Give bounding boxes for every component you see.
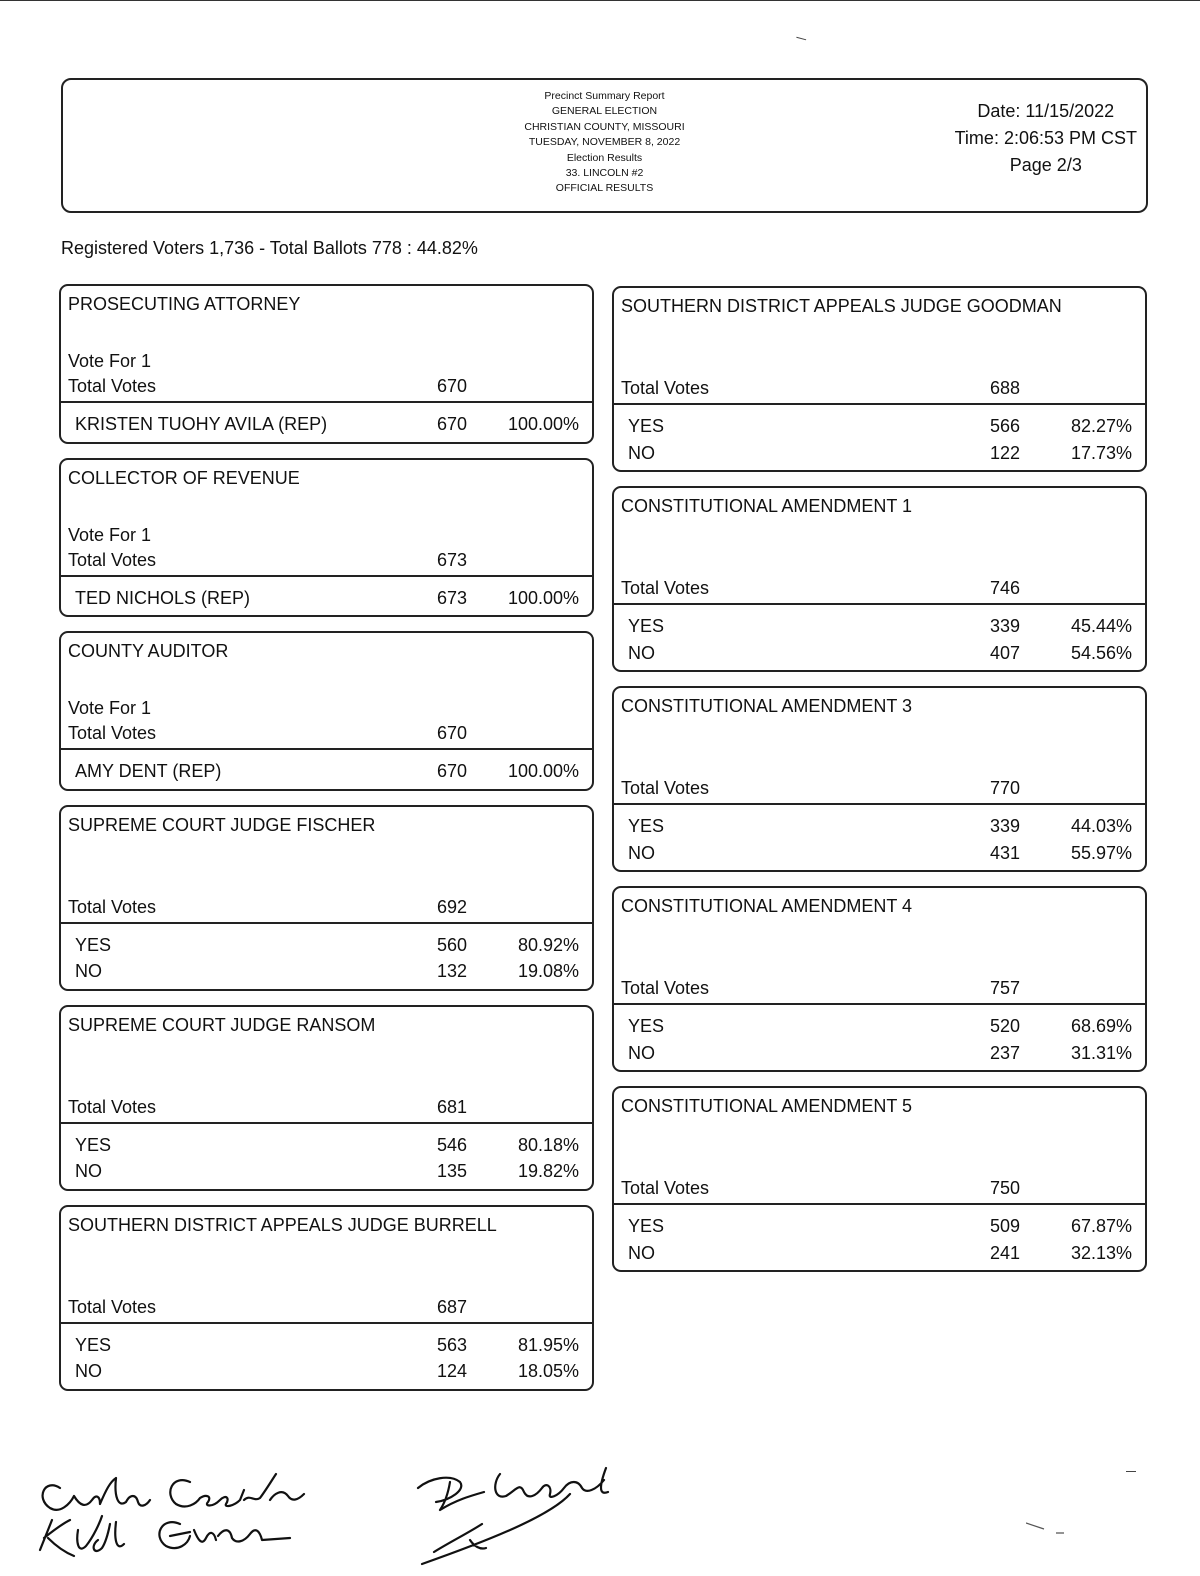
choice-row bbox=[614, 613, 1145, 640]
total-votes-value: 757 bbox=[989, 978, 1020, 998]
total-votes-value: 750 bbox=[989, 1178, 1020, 1198]
header-line: Precinct Summary Report bbox=[544, 90, 665, 102]
total-votes-row bbox=[614, 576, 1145, 605]
choice-votes: 560 bbox=[436, 934, 467, 955]
choice-list bbox=[61, 577, 592, 616]
total-votes-value: 687 bbox=[436, 1296, 467, 1317]
race-spacer bbox=[61, 1270, 592, 1295]
race-title: CONSTITUTIONAL AMENDMENT 5 bbox=[621, 1096, 913, 1116]
total-votes-row bbox=[61, 374, 592, 403]
choice-list bbox=[614, 1005, 1145, 1070]
choice-row bbox=[61, 958, 592, 985]
scan-speck bbox=[796, 37, 806, 42]
choice-votes: 520 bbox=[989, 1016, 1020, 1036]
choice-percent: 32.13% bbox=[1070, 1242, 1132, 1263]
choice-percent: 67.87% bbox=[1070, 1216, 1132, 1236]
race-title: CONSTITUTIONAL AMENDMENT 3 bbox=[621, 696, 913, 716]
scan-speck bbox=[1126, 1471, 1136, 1472]
header-line: CHRISTIAN COUNTY, MISSOURI bbox=[524, 120, 685, 133]
choice-list bbox=[61, 924, 592, 989]
choice-percent: 80.92% bbox=[517, 934, 579, 955]
header-line: GENERAL ELECTION bbox=[551, 105, 658, 118]
race-title: SOUTHERN DISTRICT APPEALS JUDGE GOODMAN bbox=[621, 296, 1062, 316]
race-title: PROSECUTING ATTORNEY bbox=[68, 294, 301, 314]
total-votes-row bbox=[61, 1295, 592, 1324]
choice-percent: 45.44% bbox=[1070, 616, 1132, 636]
total-votes-label: Total Votes bbox=[68, 1296, 157, 1317]
header-line: 33. LINCOLN #2 bbox=[565, 167, 644, 180]
choice-list bbox=[61, 1124, 592, 1189]
choice-votes: 563 bbox=[436, 1334, 467, 1355]
official-signatures bbox=[30, 1460, 650, 1570]
report-meta bbox=[955, 98, 1137, 179]
choice-votes: 566 bbox=[989, 416, 1020, 436]
choice-percent: 19.08% bbox=[517, 961, 579, 981]
signature-third-official bbox=[418, 1468, 608, 1564]
choice-label: NO bbox=[628, 642, 655, 663]
total-votes-label: Total Votes bbox=[68, 1096, 157, 1117]
report-page: Page 2/3 bbox=[1009, 155, 1082, 175]
choice-label: YES bbox=[75, 1334, 112, 1355]
choice-percent: 82.27% bbox=[1070, 416, 1132, 436]
choice-row bbox=[614, 413, 1145, 440]
signature-kelli-esser bbox=[40, 1516, 290, 1556]
total-votes-row bbox=[614, 376, 1145, 405]
choice-votes: 339 bbox=[989, 816, 1020, 836]
scan-top-edge bbox=[0, 0, 1200, 5]
choice-percent: 17.73% bbox=[1070, 442, 1132, 463]
total-votes-row bbox=[61, 1095, 592, 1124]
choice-votes: 670 bbox=[436, 414, 467, 434]
choice-row bbox=[61, 585, 592, 612]
report-header bbox=[61, 78, 1148, 213]
header-line: Election Results bbox=[566, 151, 643, 164]
choice-percent: 44.03% bbox=[1070, 816, 1132, 836]
choice-percent: 31.31% bbox=[1070, 1042, 1132, 1063]
total-votes-value: 681 bbox=[436, 1096, 467, 1117]
choice-votes: 431 bbox=[989, 842, 1020, 863]
race-box bbox=[59, 284, 594, 444]
choice-row bbox=[614, 840, 1145, 867]
scan-speck bbox=[1026, 1521, 1076, 1535]
choice-label: YES bbox=[628, 416, 665, 436]
choice-list bbox=[614, 805, 1145, 870]
race-title: SOUTHERN DISTRICT APPEALS JUDGE BURRELL bbox=[68, 1214, 497, 1235]
total-votes-label: Total Votes bbox=[621, 778, 710, 798]
race-spacer bbox=[61, 870, 592, 895]
choice-label: YES bbox=[75, 934, 112, 955]
choice-votes: 670 bbox=[436, 761, 467, 781]
race-spacer bbox=[614, 951, 1145, 976]
registration-summary: Registered Voters 1,736 - Total Ballots 778 : 44.82% bbox=[61, 238, 478, 258]
choice-votes: 135 bbox=[436, 1161, 467, 1181]
choice-row bbox=[614, 440, 1145, 467]
report-date: Date: 11/15/2022 bbox=[977, 101, 1115, 121]
race-title: SUPREME COURT JUDGE RANSOM bbox=[68, 1014, 376, 1035]
choice-row bbox=[614, 1040, 1145, 1067]
choice-row bbox=[614, 1240, 1145, 1267]
race-spacer bbox=[614, 351, 1145, 376]
choice-votes: 546 bbox=[436, 1134, 467, 1155]
choice-votes: 241 bbox=[989, 1242, 1020, 1263]
race-spacer bbox=[61, 1070, 592, 1095]
total-votes-label: Total Votes bbox=[621, 578, 710, 598]
race-box bbox=[59, 805, 594, 991]
vote-for-label: Vote For 1 bbox=[68, 524, 152, 545]
total-votes-value: 673 bbox=[436, 549, 467, 570]
choice-label: NO bbox=[628, 1042, 655, 1063]
total-votes-value: 746 bbox=[989, 578, 1020, 598]
choice-percent: 100.00% bbox=[507, 414, 579, 434]
choice-list bbox=[61, 403, 592, 442]
vote-for-label: Vote For 1 bbox=[68, 698, 152, 718]
choice-percent: 18.05% bbox=[517, 1361, 579, 1381]
total-votes-row bbox=[614, 776, 1145, 805]
total-votes-row bbox=[614, 976, 1145, 1005]
race-box bbox=[59, 631, 594, 791]
vote-for-label: Vote For 1 bbox=[68, 351, 152, 371]
choice-votes: 339 bbox=[989, 616, 1020, 636]
header-line: TUESDAY, NOVEMBER 8, 2022 bbox=[528, 136, 681, 149]
choice-label: NO bbox=[75, 961, 102, 981]
total-votes-label: Total Votes bbox=[621, 978, 710, 998]
choice-label: NO bbox=[628, 1242, 655, 1263]
choice-label: YES bbox=[628, 616, 665, 636]
choice-label: NO bbox=[75, 1161, 102, 1181]
total-votes-value: 692 bbox=[436, 896, 467, 917]
choice-label: YES bbox=[628, 816, 665, 836]
race-title: COUNTY AUDITOR bbox=[68, 641, 229, 661]
race-box bbox=[612, 1086, 1147, 1272]
race-box bbox=[612, 486, 1147, 672]
choice-votes: 132 bbox=[436, 961, 467, 981]
total-votes-value: 688 bbox=[989, 378, 1020, 398]
race-spacer bbox=[614, 551, 1145, 576]
choice-row bbox=[614, 813, 1145, 840]
total-votes-label: Total Votes bbox=[68, 376, 157, 396]
choice-label: KRISTEN TUOHY AVILA (REP) bbox=[75, 414, 328, 434]
race-box bbox=[59, 1005, 594, 1191]
choice-row bbox=[614, 640, 1145, 667]
choice-label: TED NICHOLS (REP) bbox=[75, 587, 251, 608]
choice-percent: 68.69% bbox=[1070, 1016, 1132, 1036]
total-votes-value: 670 bbox=[436, 723, 467, 743]
choice-label: YES bbox=[628, 1216, 665, 1236]
choice-row bbox=[61, 411, 592, 438]
race-spacer bbox=[614, 1151, 1145, 1176]
choice-percent: 100.00% bbox=[507, 587, 579, 608]
race-box bbox=[612, 686, 1147, 872]
choice-row bbox=[61, 1358, 592, 1385]
total-votes-row bbox=[614, 1176, 1145, 1205]
choice-percent: 55.97% bbox=[1070, 842, 1132, 863]
choice-list bbox=[61, 750, 592, 789]
total-votes-row bbox=[61, 721, 592, 750]
choice-row bbox=[614, 1013, 1145, 1040]
choice-label: YES bbox=[75, 1134, 112, 1155]
choice-list bbox=[614, 605, 1145, 670]
total-votes-label: Total Votes bbox=[621, 378, 710, 398]
race-box bbox=[59, 458, 594, 618]
choice-votes: 122 bbox=[989, 442, 1020, 463]
choice-votes: 407 bbox=[989, 642, 1020, 663]
choice-row bbox=[61, 758, 592, 785]
signature-carla-essick bbox=[43, 1474, 304, 1510]
choice-label: AMY DENT (REP) bbox=[75, 761, 222, 781]
choice-row bbox=[61, 1332, 592, 1359]
left-column bbox=[59, 284, 594, 1405]
total-votes-value: 770 bbox=[989, 778, 1020, 798]
header-line: OFFICIAL RESULTS bbox=[555, 182, 654, 195]
choice-label: NO bbox=[628, 442, 655, 463]
total-votes-label: Total Votes bbox=[68, 549, 157, 570]
choice-list bbox=[61, 1324, 592, 1389]
choice-percent: 19.82% bbox=[517, 1161, 579, 1181]
choice-percent: 100.00% bbox=[507, 761, 579, 781]
choice-votes: 509 bbox=[989, 1216, 1020, 1236]
total-votes-label: Total Votes bbox=[68, 723, 157, 743]
choice-label: YES bbox=[628, 1016, 665, 1036]
right-column bbox=[612, 286, 1147, 1286]
report-time: Time: 2:06:53 PM CST bbox=[954, 128, 1137, 148]
race-box bbox=[59, 1205, 594, 1391]
race-title: SUPREME COURT JUDGE FISCHER bbox=[68, 814, 376, 835]
choice-row bbox=[61, 1158, 592, 1185]
choice-votes: 237 bbox=[989, 1042, 1020, 1063]
choice-votes: 673 bbox=[436, 587, 467, 608]
total-votes-value: 670 bbox=[436, 376, 467, 396]
choice-list bbox=[614, 1205, 1145, 1270]
race-spacer bbox=[614, 751, 1145, 776]
choice-percent: 81.95% bbox=[517, 1334, 579, 1355]
choice-list bbox=[614, 405, 1145, 470]
choice-percent: 80.18% bbox=[517, 1134, 579, 1155]
race-box bbox=[612, 886, 1147, 1072]
total-votes-row bbox=[61, 548, 592, 577]
total-votes-row bbox=[61, 895, 592, 924]
choice-label: NO bbox=[628, 842, 655, 863]
choice-row bbox=[614, 1213, 1145, 1240]
choice-label: NO bbox=[75, 1361, 102, 1381]
race-title: CONSTITUTIONAL AMENDMENT 4 bbox=[621, 896, 913, 916]
choice-row bbox=[61, 932, 592, 959]
total-votes-label: Total Votes bbox=[68, 896, 157, 917]
race-box bbox=[612, 286, 1147, 472]
choice-row bbox=[61, 1132, 592, 1159]
race-title: CONSTITUTIONAL AMENDMENT 1 bbox=[621, 496, 913, 516]
race-title: COLLECTOR OF REVENUE bbox=[68, 467, 300, 488]
total-votes-label: Total Votes bbox=[621, 1178, 710, 1198]
choice-percent: 54.56% bbox=[1070, 642, 1132, 663]
choice-votes: 124 bbox=[436, 1361, 467, 1381]
